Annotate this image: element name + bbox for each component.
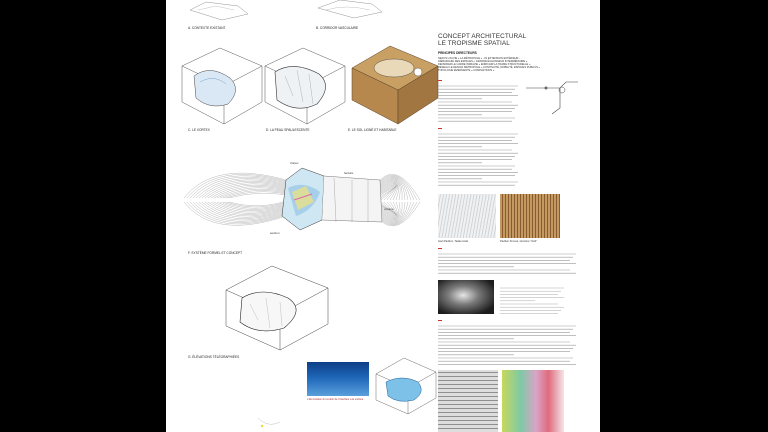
blue-photo-caption: L'illumination du couloir de l'interface a la surface <box>307 398 364 401</box>
section-rule <box>438 320 442 321</box>
section-rule <box>438 80 442 81</box>
diagram-d-skin <box>263 46 348 126</box>
panel-label-b: B. CORRIDOR VASCULAIRE <box>316 26 359 30</box>
small-isometric-box <box>374 356 438 416</box>
diagram-e-ground <box>348 42 443 127</box>
panel-label-a: A. CONTEXTE EXISTANT <box>188 26 226 30</box>
text-block-side <box>500 286 566 316</box>
principles-heading: PRINCIPES DIRECTEURS <box>438 51 477 55</box>
photo-kimura-pavilion <box>500 194 560 238</box>
label-volume: volume <box>384 207 394 211</box>
concept-title-line2: LE TROPISME SPATIAL <box>438 39 510 47</box>
label-fenetre: fenêtre <box>344 171 354 175</box>
label-vortex: Vortex <box>290 161 299 165</box>
panel-label-f: F. SYSTÈME FORMEL ET CONCEPT <box>188 251 243 255</box>
photo-spectrum <box>502 370 564 432</box>
contour-line <box>380 179 405 222</box>
text-block-5 <box>438 324 578 368</box>
label-section: section <box>270 231 280 235</box>
top-diagram-b <box>316 0 386 22</box>
contour-line <box>193 177 286 221</box>
concept-title <box>438 34 526 47</box>
principle-item: DENSIFIER LE CADRE INFRAVIE « ENRICHIR LA TRAME STRUCTURELLE » <box>438 63 531 66</box>
mechanical-sketch <box>522 78 582 116</box>
section-rule <box>438 248 442 249</box>
principle-item: TOPOLOGIE ÉMERGENTE « COMPLÉTIONS » <box>438 69 495 72</box>
principles-list <box>438 57 540 72</box>
photo-facade <box>438 370 498 432</box>
contour-line <box>214 186 286 212</box>
photo-caption-left: Gazi Pavilion, Tadao Ando <box>438 240 469 243</box>
diagram-f-formal-system <box>222 262 332 352</box>
text-block-2 <box>438 132 520 188</box>
panel-label-g: G. ÉLÉVATIONS TÉLÉGRAPHIÉES <box>188 355 240 359</box>
contour-vortex-diagram <box>174 150 424 250</box>
section-rule <box>438 128 442 129</box>
concept-title-line1: CONCEPT ARCHITECTURAL <box>438 33 527 40</box>
blue-photo <box>307 362 369 396</box>
panel-label-d: D. LA PEAU SPAULESCENTE <box>266 128 310 132</box>
photo-caption-right: Pavilion Kimura, structure "Grid" <box>500 240 538 243</box>
contour-line <box>380 185 396 216</box>
panel-label-c: C. LE VORTEX <box>188 128 210 132</box>
bottom-sketch <box>256 412 296 432</box>
panel-label-e: E. LE SOL LIGNÉ ET HABITABLE <box>348 128 397 132</box>
text-block-3 <box>438 252 578 276</box>
contour-line <box>229 193 286 206</box>
top-diagram-a <box>186 0 256 22</box>
photo-tunnel <box>438 280 494 314</box>
text-block-1 <box>438 84 520 124</box>
principle-item: NEXUS LOUVIE « LA MÉTROPOLE » - IN EXTENSION EXTÉRIEUR - <box>438 57 521 60</box>
poster-sheet <box>166 0 600 432</box>
principle-item: HIÉRARCHIE DES ESPACES « GRANDE ÉCHANGEUR INTERMÉDIAIRE » <box>438 60 528 63</box>
contour-line <box>205 182 286 216</box>
photo-gazi-pavilion <box>438 194 496 238</box>
diagram-c-vortex <box>180 46 265 126</box>
principle-item: RESEAU LE DESIGN MÉTROPOLE « CONTINUITÉ, MOBILITÉ, ESPACES PUBLICS » <box>438 66 540 69</box>
